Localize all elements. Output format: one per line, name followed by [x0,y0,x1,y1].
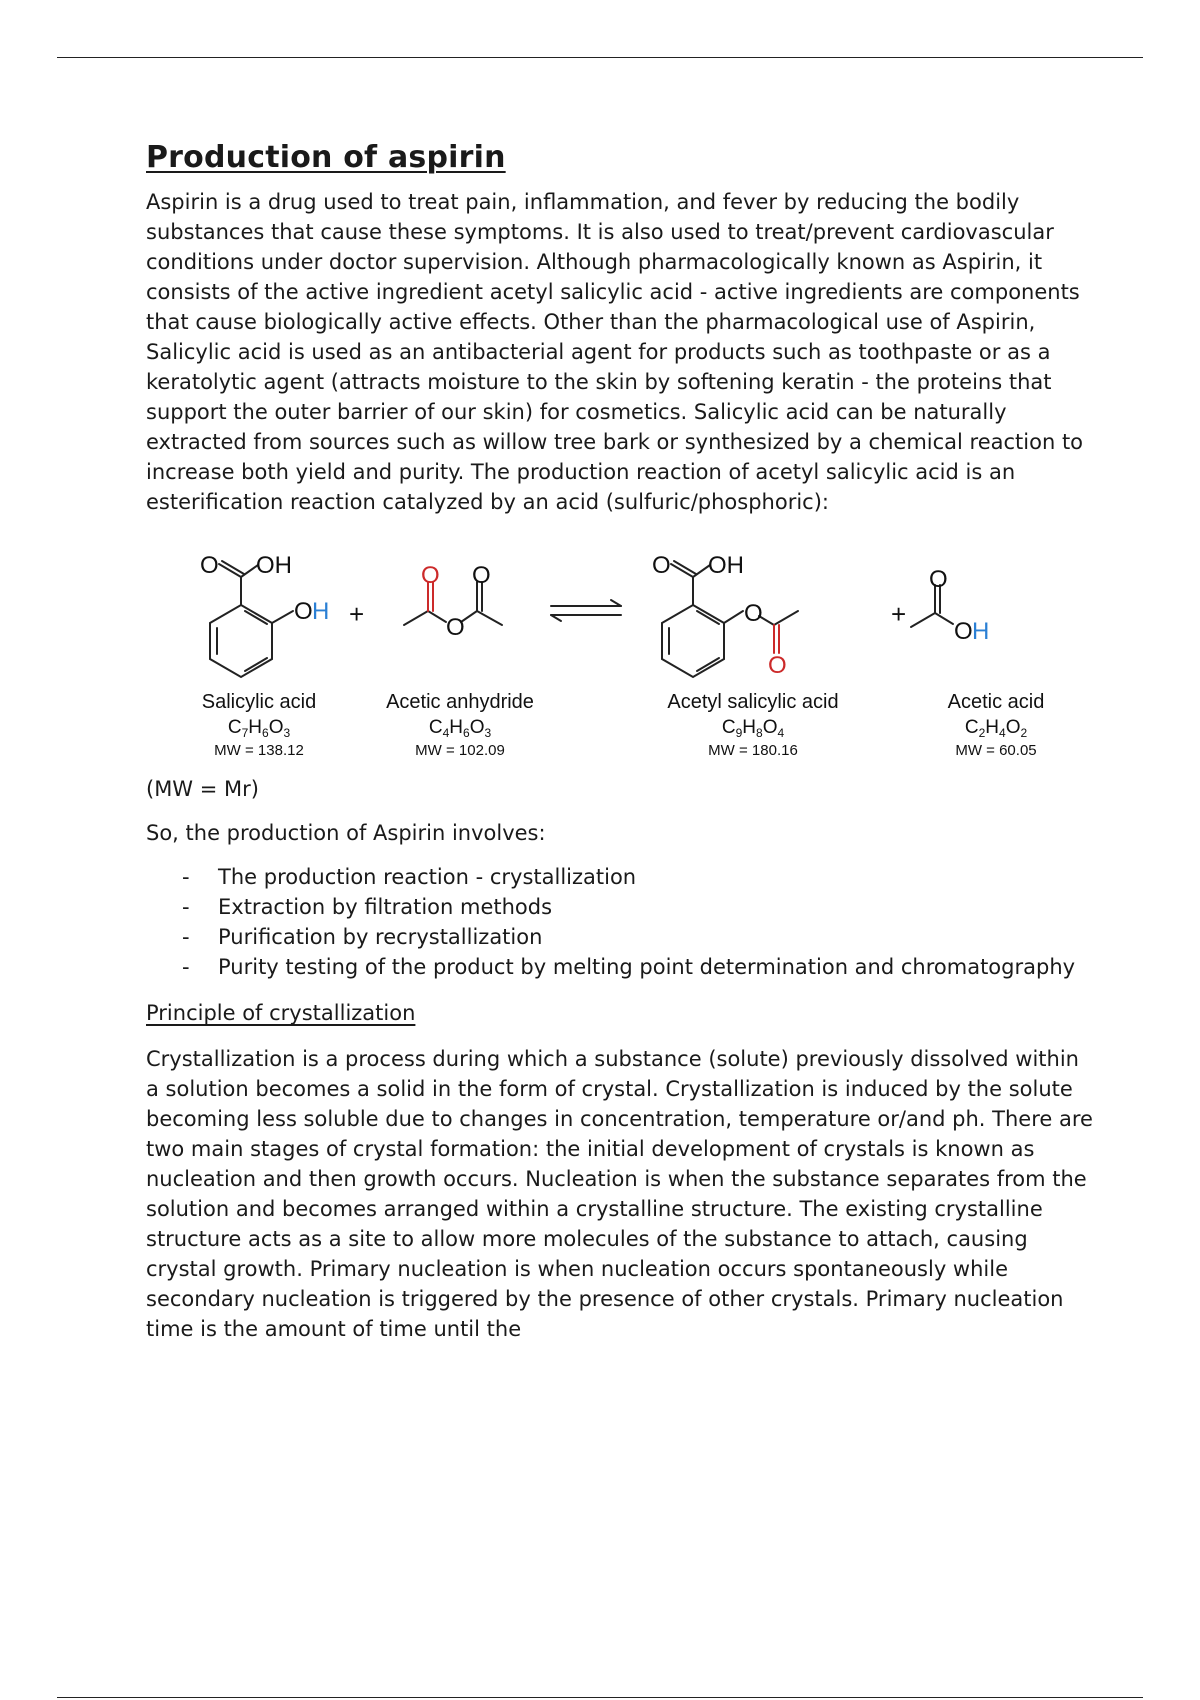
dash-bullet: - [182,925,190,949]
compound-formula: $C_2H_4O_2$ [964,717,1028,740]
dash-bullet: - [182,865,190,889]
compound-name: Acetyl salicylic acid [667,691,839,713]
atom-o-label: O [200,552,219,579]
compound-mw: MW = 138.12 [214,742,304,759]
page-title: Production of aspirin [146,140,506,175]
atom-o-highlight-label: O [768,652,787,679]
involves-lead: So, the production of Aspirin involves: [146,821,546,845]
list-item [146,892,1096,922]
intro-paragraph: Aspirin is a drug used to treat pain, inflammation, and fever by reducing the bodily substances that cause these symptoms. It is also used to treat/prevent cardiovascular conditions under doctor supervision. Although pharmacologically known as Aspirin, it consists of the active ingredient acetyl salicylic acid - active ingredients are components that cause biologically active effects. Other than the pharmacological use of Aspirin, Salicylic acid is used as an antibacterial agent for products such as toothpaste or as a keratolytic agent (attracts moisture to the skin by softening keratin - the proteins that support the outer barrier of our skin) for cosmetics. Salicylic acid can be naturally extracted from sources such as willow tree bark or synthesized by a chemical reaction to increase both yield and purity. The production reaction of acetyl salicylic acid is an esterification reaction catalyzed by an acid (sulfuric/phosphoric): [146,190,1084,514]
compound-mw: MW = 180.16 [708,742,798,759]
compound-name: Salicylic acid [201,691,317,713]
header-rule [57,57,1143,58]
atom-o-label: O [446,614,465,641]
production-steps-list [146,862,1096,982]
list-item-text: Purification by recrystallization [218,925,543,949]
footer-rule [57,1697,1143,1698]
compound-formula: $C_7H_6O_3$ [227,717,291,740]
atom-h-highlight-label: H [972,618,990,645]
crystallization-paragraph: Crystallization is a process during which a substance (solute) previously dissolved within a solution becomes a solid in the form of crystal. Crystallization is induced by the solute becoming less soluble due to changes in concentration, temperature or/and ph. There are two main stages of crystal formation: the initial development of crystals is known as nucleation and then growth occurs. Nucleation is when the substance separates from the solution and becomes arranged within a crystalline structure. The existing crystalline structure acts as a site to allow more molecules of the substance to attach, causing crystal growth. Primary nucleation is when nucleation occurs spontaneously while secondary nucleation is triggered by the presence of other crystals. Primary nucleation time is the amount of time until the [146,1047,1093,1341]
list-item-text: Purity testing of the product by melting point determination and chromatography [218,955,1076,979]
compound-mw: MW = 102.09 [415,742,505,759]
atom-oh-label: OH [256,552,292,579]
compound-formula: $C_9H_8O_4$ [721,717,785,740]
document-body [146,140,1096,1344]
atom-oh-label: OH [708,552,744,579]
equilibrium-arrows [551,600,621,621]
atom-h-highlight-label: H [312,598,330,625]
atom-o-label: O [652,552,671,579]
atom-o-label: O [744,600,763,627]
list-item [146,922,1096,952]
list-item-text: The production reaction - crystallization [218,865,637,889]
dash-bullet: - [182,955,190,979]
atom-o-label: O [929,566,948,593]
section-heading: Principle of crystallization [146,1001,416,1025]
reaction-scheme [146,527,1096,762]
list-item-text: Extraction by filtration methods [218,895,553,919]
list-item [146,862,1096,892]
compound-name: Acetic anhydride [386,691,534,713]
compound-mw: MW = 60.05 [955,742,1037,759]
mw-note: (MW = Mr) [146,777,259,801]
atom-o-label: O [472,562,491,589]
plus-sign: + [349,599,365,629]
list-item [146,952,1096,982]
compound-name: Acetic acid [947,691,1045,713]
plus-sign: + [891,599,907,629]
compound-formula: $C_4H_6O_3$ [428,717,492,740]
atom-o-label: O [954,618,973,645]
dash-bullet: - [182,895,190,919]
atom-o-highlight-label: O [421,562,440,589]
atom-o-label: O [294,598,313,625]
